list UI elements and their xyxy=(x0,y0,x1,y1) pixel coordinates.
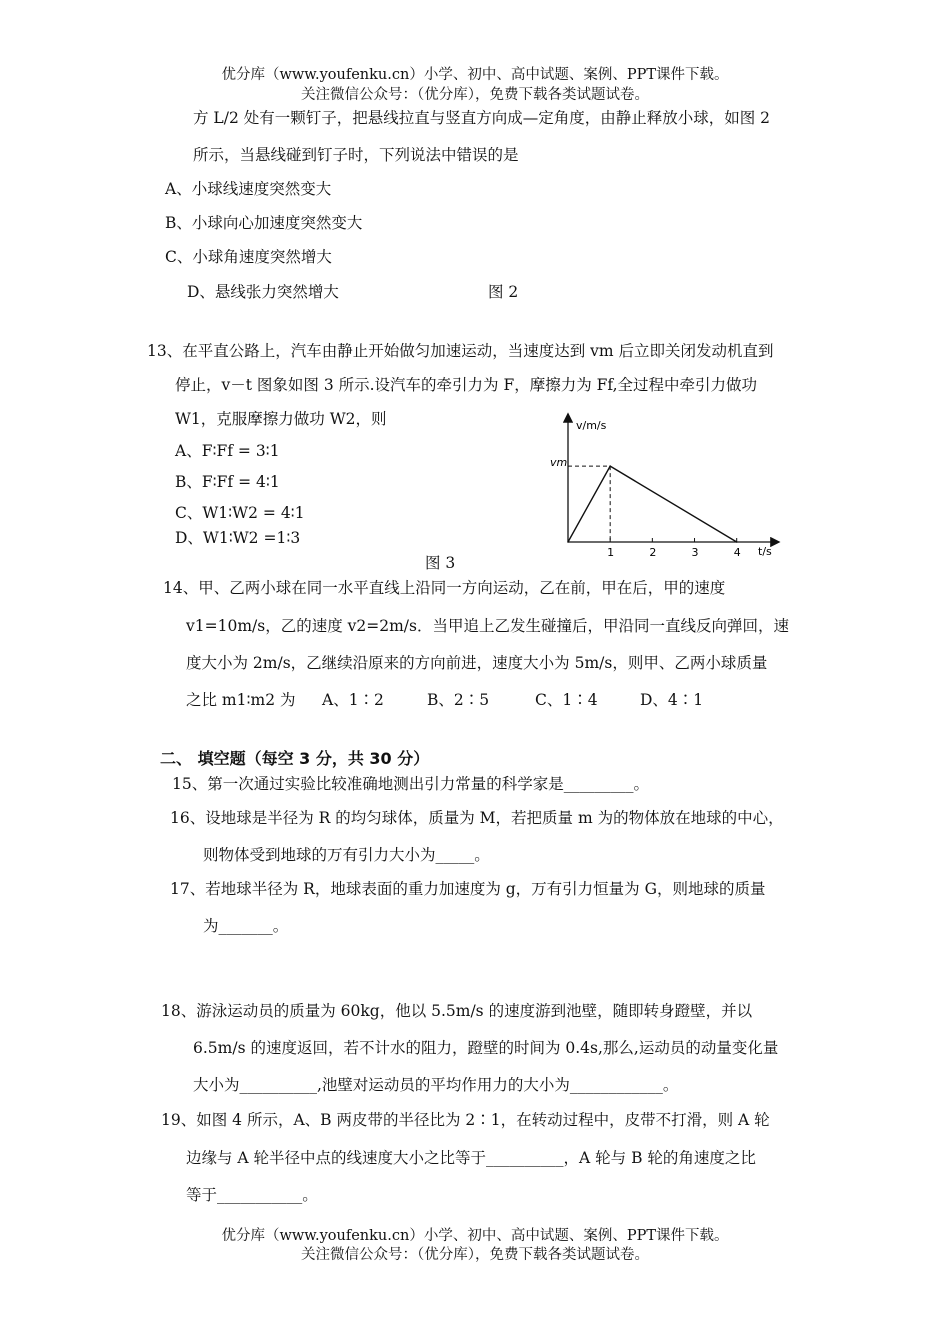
q18-line-1: 18、游泳运动员的质量为 60kg，他以 5.5m/s 的速度游到池壁，随即转身蹬壁，并以 xyxy=(161,1002,753,1020)
q19-line-1: 19、如图 4 所示，A、B 两皮带的半径比为 2∶1，在转动过程中，皮带不打滑，则 A 轮 xyxy=(161,1111,770,1129)
q18-line-2: 6.5m/s 的速度返回，若不计水的阻力，蹬壁的时间为 0.4s,那么,运动员的动量变化量 xyxy=(193,1039,779,1057)
q15-line-1: 15、第一次通过实验比较准确地测出引力常量的科学家是_________。 xyxy=(172,775,649,793)
data-point xyxy=(609,465,611,467)
q12-option-a: A、小球线速度突然变大 xyxy=(165,180,332,198)
q17-line-2: 为_______。 xyxy=(203,917,289,935)
q12-option-c: C、小球角速度突然增大 xyxy=(165,248,332,266)
q12-option-b: B、小球向心加速度突然变大 xyxy=(165,214,363,232)
q13-line-3: W1，克服摩擦力做功 W2，则 xyxy=(175,410,387,428)
q14-option-c: C、1∶4 xyxy=(535,691,598,709)
q13-option-b: B、F∶Ff = 4∶1 xyxy=(175,473,280,491)
header-line-1: 优分库（www.youfenku.cn）小学、初中、高中试题、案例、PPT课件下载。 xyxy=(221,67,729,83)
q14-line-4: 之比 m1∶m2 为 xyxy=(186,691,296,709)
y-axis-label: v/m/s xyxy=(576,419,607,432)
x-tick-label: 3 xyxy=(691,546,699,559)
q16-line-2: 则物体受到地球的万有引力大小为_____。 xyxy=(203,846,490,864)
x-tick-label: 4 xyxy=(733,546,741,559)
figure-3-vt-chart xyxy=(540,405,790,565)
q14-line-2: v1=10m/s，乙的速度 v2=2m/s．当甲追上乙发生碰撞后，甲沿同一直线反向弹回，速 xyxy=(186,617,789,635)
section-2-title: 二、 填空题（每空 3 分，共 30 分） xyxy=(160,749,430,768)
q19-line-3: 等于___________。 xyxy=(186,1186,318,1204)
x-tick-label: 1 xyxy=(607,546,615,559)
q13-line-2: 停止，v－t 图象如图 3 所示.设汽车的牵引力为 F，摩擦力为 Ff,全过程中牵引力做功 xyxy=(175,376,758,394)
q14-option-a: A、1∶2 xyxy=(322,691,384,709)
footer-line-2: 关注微信公众号：（优分库），免费下载各类试题试卷。 xyxy=(301,1247,649,1263)
y-tick-vm: vm xyxy=(550,456,568,469)
q12-line-2: 所示，当悬线碰到钉子时，下列说法中错误的是 xyxy=(193,146,519,164)
series-line-1 xyxy=(568,466,737,542)
q16-line-1: 16、设地球是半径为 R 的均匀球体，质量为 M，若把质量 m 为的物体放在地球的中心， xyxy=(170,809,784,827)
q19-line-2: 边缘与 A 轮半径中点的线速度大小之比等于__________，A 轮与 B 轮的角速度之比 xyxy=(186,1149,756,1167)
q18-line-3: 大小为__________,池壁对运动员的平均作用力的大小为____________。 xyxy=(193,1076,679,1094)
q14-line-1: 14、甲、乙两小球在同一水平直线上沿同一方向运动，乙在前，甲在后，甲的速度 xyxy=(163,579,726,597)
q14-option-b: B、2∶5 xyxy=(427,691,490,709)
q13-option-c: C、W1∶W2 = 4∶1 xyxy=(175,504,305,522)
q14-line-3: 度大小为 2m/s，乙继续沿原来的方向前进，速度大小为 5m/s，则甲、乙两小球质量 xyxy=(186,654,768,672)
figure-2-label: 图 2 xyxy=(488,283,519,301)
data-point xyxy=(567,541,569,543)
q13-option-a: A、F∶Ff = 3∶1 xyxy=(175,442,280,460)
footer-line-1: 优分库（www.youfenku.cn）小学、初中、高中试题、案例、PPT课件下载。 xyxy=(221,1228,729,1244)
q17-line-1: 17、若地球半径为 R，地球表面的重力加速度为 g，万有引力恒量为 G，则地球的质量 xyxy=(170,880,766,898)
q13-line-1: 13、在平直公路上，汽车由静止开始做匀加速运动，当速度达到 vm 后立即关闭发动机直到 xyxy=(147,342,774,360)
q12-line-1: 方 L/2 处有一颗钉子，把悬线拉直与竖直方向成—定角度，由静止释放小球，如图 2 xyxy=(193,109,771,127)
q14-option-d: D、4∶1 xyxy=(640,691,704,709)
q13-option-d: D、W1∶W2 =1∶3 xyxy=(175,529,301,547)
header-line-2: 关注微信公众号：（优分库），免费下载各类试题试卷。 xyxy=(301,87,649,103)
q12-option-d: D、悬线张力突然增大 xyxy=(187,283,339,301)
x-axis-label: t/s xyxy=(758,545,772,558)
x-tick-label: 2 xyxy=(649,546,657,559)
figure-3-label: 图 3 xyxy=(425,554,456,572)
